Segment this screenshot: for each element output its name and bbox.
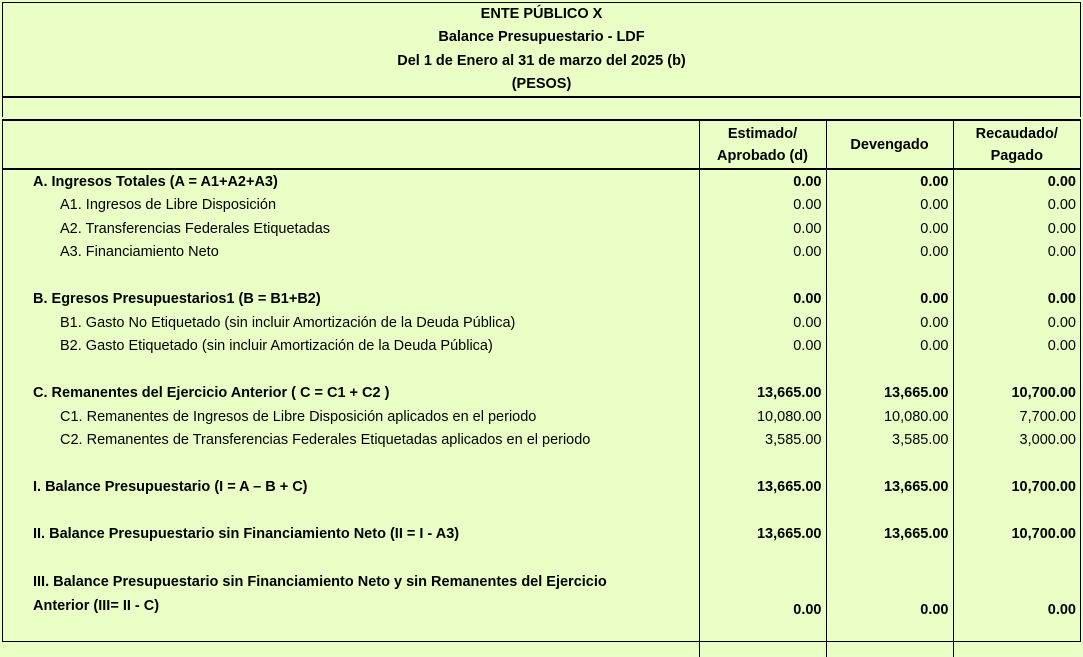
spacer-cell	[699, 546, 826, 570]
estimado-value: 3,585.00	[699, 429, 826, 453]
spacer-cell	[953, 546, 1080, 570]
devengado-value: 13,665.00	[826, 523, 953, 547]
spacer-cell	[699, 452, 826, 476]
table-row-b2	[3, 335, 1080, 359]
table-row-iii	[3, 570, 1080, 619]
header-gap-row	[2, 97, 1081, 117]
table-row-a1	[3, 194, 1080, 218]
row-label: B. Egresos Presupuestarios1 (B = B1+B2)	[33, 291, 321, 308]
estimado-header-line1: Estimado/	[727, 125, 798, 142]
devengado-value: 13,665.00	[826, 382, 953, 406]
devengado-value: 0.00	[826, 570, 953, 619]
recaudado-header-line1: Recaudado/	[975, 125, 1058, 142]
spacer-cell	[953, 499, 1080, 523]
balance-table	[3, 121, 1080, 657]
estimado-value: 0.00	[699, 241, 826, 265]
row-label: C2. Remanentes de Transferencias Federales Etiquetadas aplicados en el periodo	[60, 432, 591, 449]
estimado-header-line2: Aprobado (d)	[716, 147, 808, 164]
devengado-value: 0.00	[826, 169, 953, 194]
spacer-cell	[699, 499, 826, 523]
spacer-cell	[3, 264, 699, 288]
estimado-value: 0.00	[699, 169, 826, 194]
row-label: III. Balance Presupuestario sin Financiamiento Neto y sin Remanentes del Ejercicio Anterior (III= II - C)	[33, 574, 607, 614]
recaudado-header-line2: Pagado	[990, 147, 1043, 164]
table-row-c2	[3, 429, 1080, 453]
spacer-cell	[953, 619, 1080, 657]
devengado-value: 13,665.00	[826, 476, 953, 500]
recaudado-value: 0.00	[953, 241, 1080, 265]
recaudado-value: 0.00	[953, 217, 1080, 241]
spacer-cell	[826, 358, 953, 382]
spacer-cell	[699, 619, 826, 657]
table-row-c1	[3, 405, 1080, 429]
recaudado-value: 3,000.00	[953, 429, 1080, 453]
devengado-value: 0.00	[826, 335, 953, 359]
estimado-value: 0.00	[699, 570, 826, 619]
row-label: A2. Transferencias Federales Etiquetadas	[60, 220, 331, 237]
recaudado-value: 0.00	[953, 335, 1080, 359]
spacer-cell	[826, 546, 953, 570]
table-row-a	[3, 169, 1080, 194]
spacer-cell	[953, 358, 1080, 382]
devengado-value: 0.00	[826, 311, 953, 335]
table-row-a2	[3, 217, 1080, 241]
row-label: A1. Ingresos de Libre Disposición	[60, 197, 277, 214]
devengado-value: 0.00	[826, 217, 953, 241]
estimado-value: 13,665.00	[699, 382, 826, 406]
estimado-value: 0.00	[699, 194, 826, 218]
spacer-cell	[3, 358, 699, 382]
spacer-cell	[826, 452, 953, 476]
row-label: B1. Gasto No Etiquetado (sin incluir Amortización de la Deuda Pública)	[60, 314, 516, 331]
spacer-cell	[3, 619, 699, 657]
row-label: A. Ingresos Totales (A = A1+A2+A3)	[33, 173, 278, 190]
recaudado-value: 0.00	[953, 311, 1080, 335]
estimado-value: 0.00	[699, 217, 826, 241]
spacer-cell	[953, 452, 1080, 476]
recaudado-value: 0.00	[953, 169, 1080, 194]
spacer-cell	[3, 499, 699, 523]
recaudado-value: 10,700.00	[953, 476, 1080, 500]
balance-table-container	[2, 119, 1081, 642]
recaudado-value: 7,700.00	[953, 405, 1080, 429]
spacer-cell	[3, 452, 699, 476]
table-row-c	[3, 382, 1080, 406]
row-label: B2. Gasto Etiquetado (sin incluir Amortización de la Deuda Pública)	[60, 338, 493, 355]
spacer-row	[3, 546, 1080, 570]
table-row-ii	[3, 523, 1080, 547]
estimado-value: 13,665.00	[699, 476, 826, 500]
spacer-cell	[826, 619, 953, 657]
devengado-value: 0.00	[826, 288, 953, 312]
report-title: Balance Presupuestario - LDF	[438, 29, 645, 46]
recaudado-header	[953, 121, 1080, 169]
devengado-value: 0.00	[826, 241, 953, 265]
spacer-cell	[953, 264, 1080, 288]
spacer-cell	[826, 499, 953, 523]
bottom-spacer-row	[3, 619, 1080, 657]
recaudado-value: 10,700.00	[953, 382, 1080, 406]
table-row-b1	[3, 311, 1080, 335]
spacer-cell	[3, 546, 699, 570]
spacer-row	[3, 264, 1080, 288]
report-header	[2, 2, 1081, 98]
estimado-value: 0.00	[699, 311, 826, 335]
devengado-header: Devengado	[826, 121, 953, 169]
table-row-a3	[3, 241, 1080, 265]
recaudado-value: 0.00	[953, 288, 1080, 312]
devengado-value: 0.00	[826, 194, 953, 218]
devengado-value: 10,080.00	[826, 405, 953, 429]
table-row-i	[3, 476, 1080, 500]
spacer-cell	[699, 358, 826, 382]
row-label: A3. Financiamiento Neto	[60, 244, 219, 261]
row-label: I. Balance Presupuestario (I = A – B + C)	[33, 479, 308, 496]
report-period: Del 1 de Enero al 31 de marzo del 2025 (b)	[397, 52, 686, 69]
row-label: II. Balance Presupuestario sin Financiamiento Neto (II = I - A3)	[33, 526, 460, 543]
devengado-value: 3,585.00	[826, 429, 953, 453]
row-label: C. Remanentes del Ejercicio Anterior ( C = C1 + C2 )	[33, 385, 390, 402]
concept-header	[3, 121, 699, 169]
recaudado-value: 0.00	[953, 194, 1080, 218]
row-label: C1. Remanentes de Ingresos de Libre Disposición aplicados en el periodo	[60, 408, 537, 425]
spacer-row	[3, 499, 1080, 523]
spacer-cell	[699, 264, 826, 288]
estimado-value: 13,665.00	[699, 523, 826, 547]
recaudado-value: 10,700.00	[953, 523, 1080, 547]
entity-title: ENTE PÚBLICO X	[480, 5, 603, 22]
spacer-row	[3, 452, 1080, 476]
table-row-b	[3, 288, 1080, 312]
report-units: (PESOS)	[511, 75, 572, 92]
recaudado-value: 0.00	[953, 570, 1080, 619]
estimado-value: 0.00	[699, 335, 826, 359]
estimado-value: 0.00	[699, 288, 826, 312]
spacer-cell	[826, 264, 953, 288]
spacer-row	[3, 358, 1080, 382]
estimado-value: 10,080.00	[699, 405, 826, 429]
table-header-row	[3, 121, 1080, 169]
estimado-header	[699, 121, 826, 169]
